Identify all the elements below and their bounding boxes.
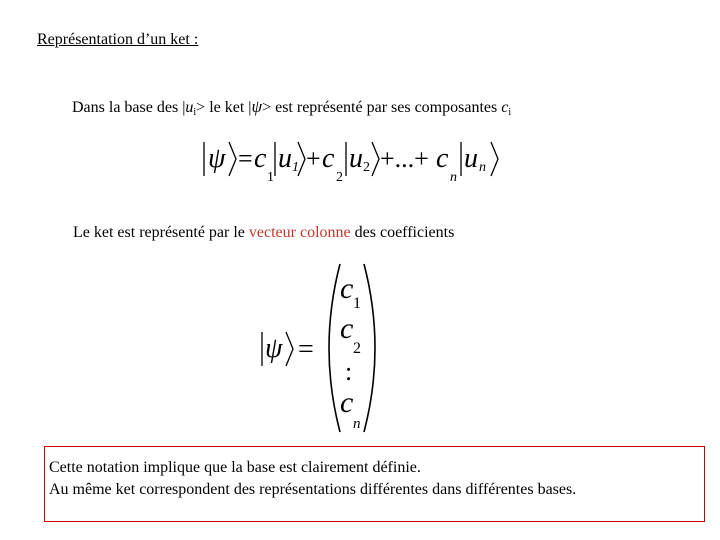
ket-angle-psi-2 — [286, 332, 293, 366]
column-text-highlight: vecteur colonne — [248, 224, 351, 241]
eq1-c-sub-n: n — [450, 170, 457, 185]
eq1-op-2: + — [306, 144, 321, 173]
eq2-psi: ψ — [265, 333, 283, 364]
vector-entry-c2: c — [340, 312, 354, 345]
right-parenthesis — [364, 264, 375, 432]
eq1-u-sub-2: 2 — [363, 160, 370, 175]
intro-c-sub: i — [508, 107, 512, 118]
vector-entry-sub-n: n — [353, 416, 361, 432]
ket-angle-u1 — [298, 142, 305, 176]
eq1-psi: ψ — [208, 143, 226, 174]
intro-u: u — [185, 99, 194, 116]
intro-mid: > le ket | — [196, 99, 252, 116]
column-text-before: Le ket est représenté par le — [73, 224, 249, 241]
eq1-c-2: c — [322, 143, 335, 174]
vector-entry-sub-2: 2 — [353, 340, 361, 357]
page-title: Représentation d’un ket : — [37, 31, 199, 48]
ket-angle-psi — [229, 142, 236, 176]
equation-column-vector — [254, 262, 384, 434]
eq1-u-n: u — [464, 143, 478, 174]
column-vector-text — [73, 224, 454, 242]
eq1-op-1: = — [238, 144, 253, 173]
note-line-2: Au même ket correspondent des représentations différentes dans différentes bases. — [49, 481, 577, 498]
eq2-equals: = — [298, 334, 314, 365]
note-box — [44, 446, 705, 522]
intro-text — [72, 97, 511, 118]
intro-after: > est représenté par ses composantes — [262, 99, 502, 116]
equation-ket-expansion — [196, 136, 506, 186]
intro-u-sub: i — [193, 107, 197, 118]
intro-psi: ψ — [251, 97, 263, 116]
eq1-op-n: +...+ — [380, 144, 429, 173]
vector-entry-cn: c — [340, 386, 354, 419]
ket-angle-un — [491, 142, 498, 176]
intro-c: c — [501, 99, 509, 116]
eq1-c-1: c — [254, 143, 267, 174]
intro-before: Dans la base des | — [72, 99, 186, 116]
vector-entry-c1: c — [340, 272, 354, 305]
note-line-1: Cette notation implique que la base est clairement définie. — [49, 459, 421, 476]
eq1-u-2: u — [349, 143, 363, 174]
column-text-after: des coefficients — [350, 224, 455, 241]
eq1-u-sub-n: n — [479, 160, 486, 175]
eq1-u-sub-1: 1 — [292, 160, 299, 175]
vector-entry-sub-1: 1 — [353, 295, 361, 312]
ket-angle-u2 — [372, 142, 379, 176]
eq1-u-1: u — [278, 143, 292, 174]
eq1-c-n: c — [436, 143, 449, 174]
eq1-c-sub-1: 1 — [267, 170, 274, 185]
vector-entry-dots: : — [345, 357, 353, 386]
eq1-c-sub-2: 2 — [336, 170, 343, 185]
left-parenthesis — [329, 264, 340, 432]
